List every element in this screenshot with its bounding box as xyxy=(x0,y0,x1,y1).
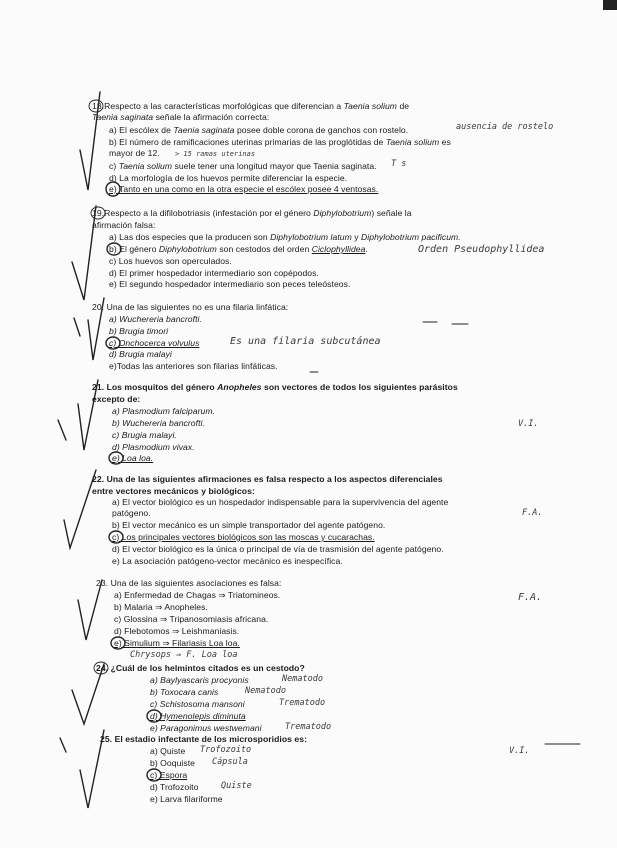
option-24-c: c) Schistosoma mansoni xyxy=(150,699,245,709)
option-25-b: b) Ooquiste xyxy=(150,758,195,768)
option-19-e: e) El segundo hospedador intermediario son peces teleósteos. xyxy=(109,279,351,289)
handwritten-note-25-d: Quiste xyxy=(221,781,252,791)
check-mark-23 xyxy=(78,580,102,640)
option-20-b: b) Brugia timori xyxy=(109,326,169,336)
option-18-c: c) Taenia solium suele tener una longitud mayor que Taenia saginata. xyxy=(109,161,377,171)
option-19-a: a) Las dos especies que la producen son Diphylobotrium latum y Diphylobotrium pacificum. xyxy=(109,232,461,242)
question-number: 20. xyxy=(92,302,105,312)
question-18-stem-cont: Taenia saginata señale la afirmación correcta: xyxy=(92,112,270,122)
option-24-a: a) Baylyascaris procyonis xyxy=(150,675,249,685)
question-number: 18. xyxy=(92,101,105,111)
option-25-d: d) Trofozoito xyxy=(150,782,199,792)
handwritten-note-23-a: F.A. xyxy=(518,592,543,603)
question-19-stem: 19.Respecto a la difilobotriasis (infestación por el género Diphylobotrium) señale la xyxy=(92,208,412,218)
question-number: 25. xyxy=(100,734,113,744)
handwritten-note-24-a: Nematodo xyxy=(282,674,323,684)
option-20-e: e)Todas las anteriores son filarias linfáticas. xyxy=(109,361,278,371)
question-22-stem: 22. Una de las siguientes afirmaciones es falsa respecto a los aspectos diferenciales xyxy=(92,474,443,484)
option-25-c: c) Espora xyxy=(150,770,188,780)
option-21-d: d) Plasmodium vivax. xyxy=(112,442,195,452)
question-number: 24. xyxy=(96,663,109,673)
question-24-stem: 24. ¿Cuál de los helmintos citados es un cestodo? xyxy=(96,663,305,673)
handwritten-note-19: Orden Pseudophyllidea xyxy=(418,244,545,255)
option-21-b: b) Wuchereria bancrofti. xyxy=(112,418,205,428)
option-22-c: c) Los principales vectores biológicos son las moscas y cucarachas. xyxy=(112,532,375,542)
handwritten-note-22: F.A. xyxy=(522,508,543,518)
handwritten-note-25-b: Cápsula xyxy=(212,757,248,767)
option-25-a: a) Quiste xyxy=(150,746,186,756)
question-19-stem-cont: afirmación falsa: xyxy=(92,220,156,230)
option-21-c: c) Brugia malayi. xyxy=(112,430,177,440)
option-18-e: e) Tanto en una como en la otra especie el escólex posee 4 ventosas. xyxy=(109,184,379,194)
option-23-e: e) Simulium ⇒ Filariasis Loa loa. xyxy=(114,638,240,648)
handwritten-note-23-b: Chrysops ⇒ F. Loa loa xyxy=(130,650,238,660)
handwritten-note-24-b: Nematodo xyxy=(245,686,286,696)
question-number: 19. xyxy=(92,208,105,218)
option-22-e: e) La asociación patógeno-vector mecánico es inespecífica. xyxy=(112,556,343,566)
option-20-c: c) Onchocerca volvulus xyxy=(109,338,200,348)
option-22-a: a) El vector biológico es un hospedador indispensable para la supervivencia del agente xyxy=(112,497,449,507)
question-21-stem: 21. Los mosquitos del género Anopheles son vectores de todos los siguientes parásitos xyxy=(92,382,458,392)
option-24-d: d) Hymenolepis diminuta xyxy=(150,711,246,721)
option-24-e: e) Paragonimus westwemani xyxy=(150,723,262,733)
option-19-b: b) El género Diphylobotrium son cestodos del orden Ciclophyllidea. xyxy=(109,244,368,254)
option-18-b-cont: mayor de 12. xyxy=(109,148,160,158)
question-22-stem-cont: entre vectores mecánicos y biológicos: xyxy=(92,486,255,496)
option-22-d: d) El vector biológico es la única o principal de vía de trasmisión del agente patógeno. xyxy=(112,544,444,554)
check-mark-25 xyxy=(60,730,104,808)
option-22-a-cont: patógeno. xyxy=(112,508,151,518)
option-20-d: d) Brugia malayi xyxy=(109,349,172,359)
handwritten-note-24-c: Trematodo xyxy=(279,698,326,708)
option-19-c: c) Los huevos son operculados. xyxy=(109,256,232,266)
handwritten-note-24-e: Trematodo xyxy=(285,722,332,732)
option-23-c: c) Glossina ⇒ Tripanosomiasis africana. xyxy=(114,614,269,624)
handwritten-note-20: Es una filaria subcutánea xyxy=(230,336,381,347)
option-25-e: e) Larva filariforme xyxy=(150,794,223,804)
option-18-a: a) El escólex de Taenia saginata posee doble corona de ganchos con rostelo. xyxy=(109,125,409,135)
option-20-a: a) Wuchereria bancrofti. xyxy=(109,314,202,324)
option-18-b: b) El número de ramificaciones uterinas primarias de las proglótidas de Taenia solium es xyxy=(109,137,451,147)
question-number: 22. xyxy=(92,474,105,484)
question-number: 23. xyxy=(96,578,109,588)
handwritten-note-25-margin: V.I. xyxy=(509,746,530,756)
option-22-b: b) El vector mecánico es un simple transportador del agente patógeno. xyxy=(112,520,386,530)
option-23-d: d) Flebotomos ⇒ Leishmaniasis. xyxy=(114,626,240,636)
handwritten-note-25-a: Trofozoito xyxy=(200,745,252,755)
option-21-a: a) Plasmodium falciparum. xyxy=(112,406,215,416)
question-23-stem: 23. Una de las siguientes asociaciones es falsa: xyxy=(96,578,282,588)
option-24-b: b) Toxocara canis xyxy=(150,687,219,697)
question-number: 21. xyxy=(92,382,105,392)
option-23-a: a) Enfermedad de Chagas ⇒ Triatomineos. xyxy=(114,590,281,600)
handwritten-note-18-a: ausencia de rostelo xyxy=(456,122,554,132)
option-18-d: d) La morfología de los huevos permite diferenciar la especie. xyxy=(109,173,348,183)
question-18-stem: 18.Respecto a las características morfológicas que diferencian a Taenia solium de xyxy=(92,101,410,111)
option-23-b: b) Malaria ⇒ Anopheles. xyxy=(114,602,208,612)
handwritten-note-18-c: T s xyxy=(391,159,407,169)
scan-corner-mark xyxy=(603,0,617,10)
question-20-stem: 20. Una de las siguientes no es una filaria linfática: xyxy=(92,302,289,312)
question-25-stem: 25. El estadio infectante de los microsporidios es: xyxy=(100,734,307,744)
question-21-stem-cont: excepto de: xyxy=(92,394,141,404)
option-21-e: e) Loa loa. xyxy=(112,453,154,463)
handwritten-note-18-b: > 15 ramas uterinas xyxy=(175,150,256,158)
option-19-d: d) El primer hospedador intermediario son copépodos. xyxy=(109,268,319,278)
handwritten-note-21: V.I. xyxy=(518,419,539,429)
